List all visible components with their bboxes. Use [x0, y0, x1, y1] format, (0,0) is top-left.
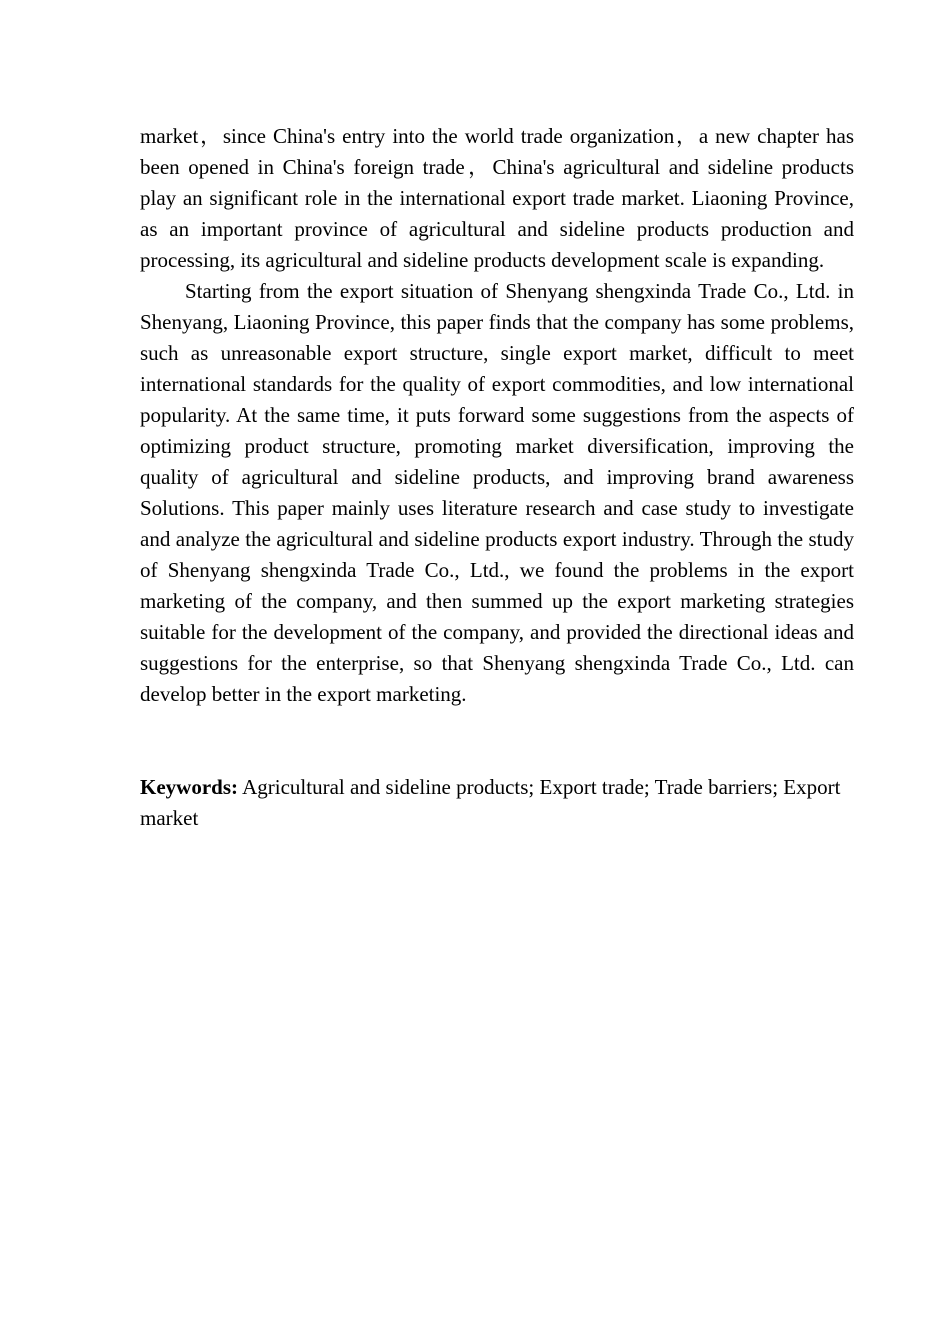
keywords-label: Keywords:	[140, 775, 238, 799]
abstract-paragraph-1: market，since China's entry into the world trade organization，a new chapter has been opened in China's foreign trade，China's agricultural and sideline products play an significant role in the international export trade market. Liaoning Province, as an important province of agricultural and sideline products production and processing, its agricultural and sideline products development scale is expanding.	[140, 124, 854, 272]
keywords-text: Agricultural and sideline products; Export trade; Trade barriers; Export market	[140, 775, 841, 830]
abstract-paragraph-2: Starting from the export situation of Shenyang shengxinda Trade Co., Ltd. in Shenyang, Liaoning Province, this paper finds that the company has some problems, such as unreasonable export structure, single export market, difficult to meet international standards for the quality of export commodities, and low international popularity. At the same time, it puts forward some suggestions from the aspects of optimizing product structure, promoting market diversification, improving the quality of agricultural and sideline products, and improving brand awareness Solutions. This paper mainly uses literature research and case study to investigate and analyze the agricultural and sideline products export industry. Through the study of Shenyang shengxinda Trade Co., Ltd., we found the problems in the export marketing of the company, and then summed up the export marketing strategies suitable for the development of the company, and provided the directional ideas and suggestions for the enterprise, so that Shenyang shengxinda Trade Co., Ltd. can develop better in the export marketing.	[140, 279, 854, 706]
document-body	[140, 121, 854, 834]
keywords-line	[140, 772, 854, 834]
